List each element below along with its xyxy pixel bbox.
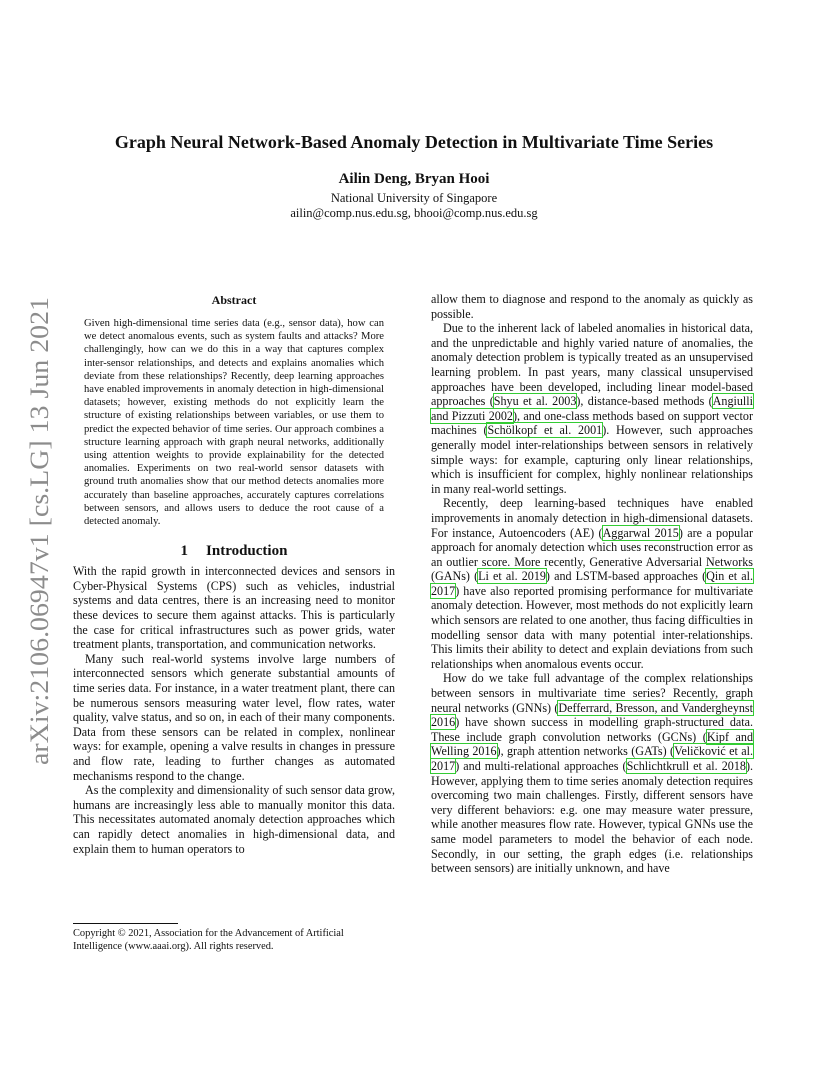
citation-link[interactable]: Defferrard, Bresson, and Vandergheynst 2016: [431, 700, 753, 730]
paper-authors: Ailin Deng, Bryan Hooi: [338, 171, 490, 187]
section-title: Introduction: [206, 543, 288, 560]
text-run: ) and LSTM-based approaches (: [545, 569, 707, 584]
intro-paragraph-1: With the rapid growth in interconnected devices and sensors in Cyber-Physical Systems (CPS) such as vehicles, industrial systems and data centres, there is an increasing need to monitor these devices to secure them against attacks. This is particularly the case for critical infrastructures such as power grids, water treatment plants, transportation, and communication networks.: [73, 564, 395, 652]
citation-link[interactable]: Kipf and Welling 2016: [431, 729, 754, 759]
text-run: ), and one-class methods based on support vector machines (: [431, 408, 753, 438]
text-run: ) and multi-relational approaches (: [455, 759, 627, 773]
arxiv-identifier: [8, 295, 64, 765]
text-run: ) have also reported promising performance for multivariate anomaly detection. However, most methods do not explicitly learn which sensors are related to one another, thus facing difficulties in modelling sensor data with many potential inter-relationships. This limits their ability to detect and explain deviations from such relationships when anomalous events occur.: [431, 583, 753, 671]
text-run: ). However, applying them to time series anomaly detection requires overcoming two main challenges. Firstly, different sensors have very different behaviors: e.g. one may measure water pressure, while another measures flow rate. However, typical GNNs use the same model parameters to model the behavior of each node. Secondly, in our setting, the graph edges (i.e. relationships between sensors) are initially unknown, and have: [431, 759, 753, 876]
right-paragraph-2: [431, 496, 753, 671]
author-emails: ailin@comp.nus.edu.sg, bhooi@comp.nus.edu.sg: [290, 206, 538, 220]
citation-link[interactable]: Qin et al. 2017: [431, 569, 754, 598]
citation-link[interactable]: Schölkopf et al. 2001: [487, 423, 603, 438]
intro-paragraph-3: As the complexity and dimensionality of such sensor data grow, humans are increasingly less able to manually monitor this data. This necessitates automated anomaly detection approaches which can rapidly detect anomalies in high-dimensional data, and explain them to human operators to: [73, 783, 395, 856]
text-run: ). However, such approaches generally model inter-relationships between sensors in relatively simple ways: for example, capturing only linear relationships, which is insufficient for complex, highly nonlinear relationships in many real-world settings.: [431, 423, 754, 496]
text-run: How do we take full advantage of the complex relationships between sensors in multivariate time series? Recently, graph neural networks (GNNs) (: [431, 671, 753, 715]
left-column: [73, 292, 395, 856]
right-paragraph-1: [431, 321, 753, 496]
right-column: [431, 292, 753, 876]
text-run: Due to the inherent lack of labeled anomalies in historical data, and the unpredictable and highly varied nature of anomalies, the anomaly detection problem is typically treated as an unsupervised learning problem. In past years, many classical unsupervised approaches have been developed, including linear model-based approaches (: [431, 321, 753, 409]
arxiv-identifier-text: arXiv:2106.06947v1 [cs.LG] 13 Jun 2021: [24, 320, 54, 765]
text-run: Recently, deep learning-based techniques have enabled improvements in anomaly detection in high-dimensional datasets. For instance, Autoencoders (AE) (: [431, 496, 753, 540]
citation-link[interactable]: Shyu et al. 2003: [493, 394, 577, 409]
paper-title: Graph Neural Network-Based Anomaly Detection in Multivariate Time Series: [114, 132, 714, 152]
citation-link[interactable]: Aggarwal 2015: [602, 525, 679, 540]
right-paragraph-3: [431, 671, 753, 875]
section-number: 1: [180, 543, 189, 560]
text-run: ), graph attention networks (GATs) (: [496, 744, 675, 759]
copyright-footnote: Copyright © 2021, Association for the Advancement of Artificial Intelligence (www.aaai.org). All rights reserved.: [73, 928, 344, 952]
abstract-text: Given high-dimensional time series data (e.g., sensor data), how can we detect anomalous events, such as system faults and attacks? More challengingly, how can we do this in a way that captures complex inter-sensor relationships, and detects and explains anomalies which deviate from these relationships? Recently, deep learning approaches have enabled improvements in anomaly detection in high-dimensional datasets; however, existing methods do not explicitly learn the structure of existing relationships between variables, or use them to predict the expected behavior of time series. Our approach combines a structure learning approach with graph neural networks, additionally using attention weights to provide explainability for the detected anomalies. Experiments on two real-world sensor datasets with ground truth anomalies show that our method detects anomalies more accurately than baseline approaches, accurately captures correlations between sensors, and allows users to deduce the root cause of a detected anomaly.: [84, 318, 384, 528]
citation-link[interactable]: Veličković et al. 2017: [431, 744, 753, 773]
citation-link[interactable]: Angiulli and Pizzuti 2002: [431, 394, 753, 423]
text-run: ) have shown success in modelling graph-structured data. These include graph convolution networks (GCNs) (: [431, 715, 753, 744]
right-paragraph-0: allow them to diagnose and respond to the anomaly as quickly as possible.: [431, 292, 753, 321]
abstract-heading: Abstract: [211, 293, 257, 307]
text-run: ), distance-based methods (: [576, 394, 713, 409]
author-affiliation: National University of Singapore: [330, 191, 498, 205]
intro-paragraph-2: Many such real-world systems involve large numbers of interconnected sensors which generate substantial amounts of time series data. For instance, in a water treatment plant, there can be numerous sensors measuring water level, flow rates, water quality, valve status, and so on, in each of their many components. Data from these sensors can be related in complex, nonlinear ways: for example, opening a valve results in changes in pressure and flow rate, leading to further changes as automated mechanisms respond to the change.: [73, 651, 395, 783]
citation-link[interactable]: Li et al. 2019: [478, 569, 546, 584]
footnote-rule: [73, 923, 178, 924]
arxiv-identifier-svg: [8, 295, 64, 765]
text-run: ) are a popular approach for anomaly detection which uses reconstruction error as an outlier score. More recently, Generative Adversarial Networks (GANs) (: [431, 525, 753, 584]
section-heading-introduction: [73, 542, 395, 560]
citation-link[interactable]: Schlichtkrull et al. 2018: [626, 759, 746, 773]
